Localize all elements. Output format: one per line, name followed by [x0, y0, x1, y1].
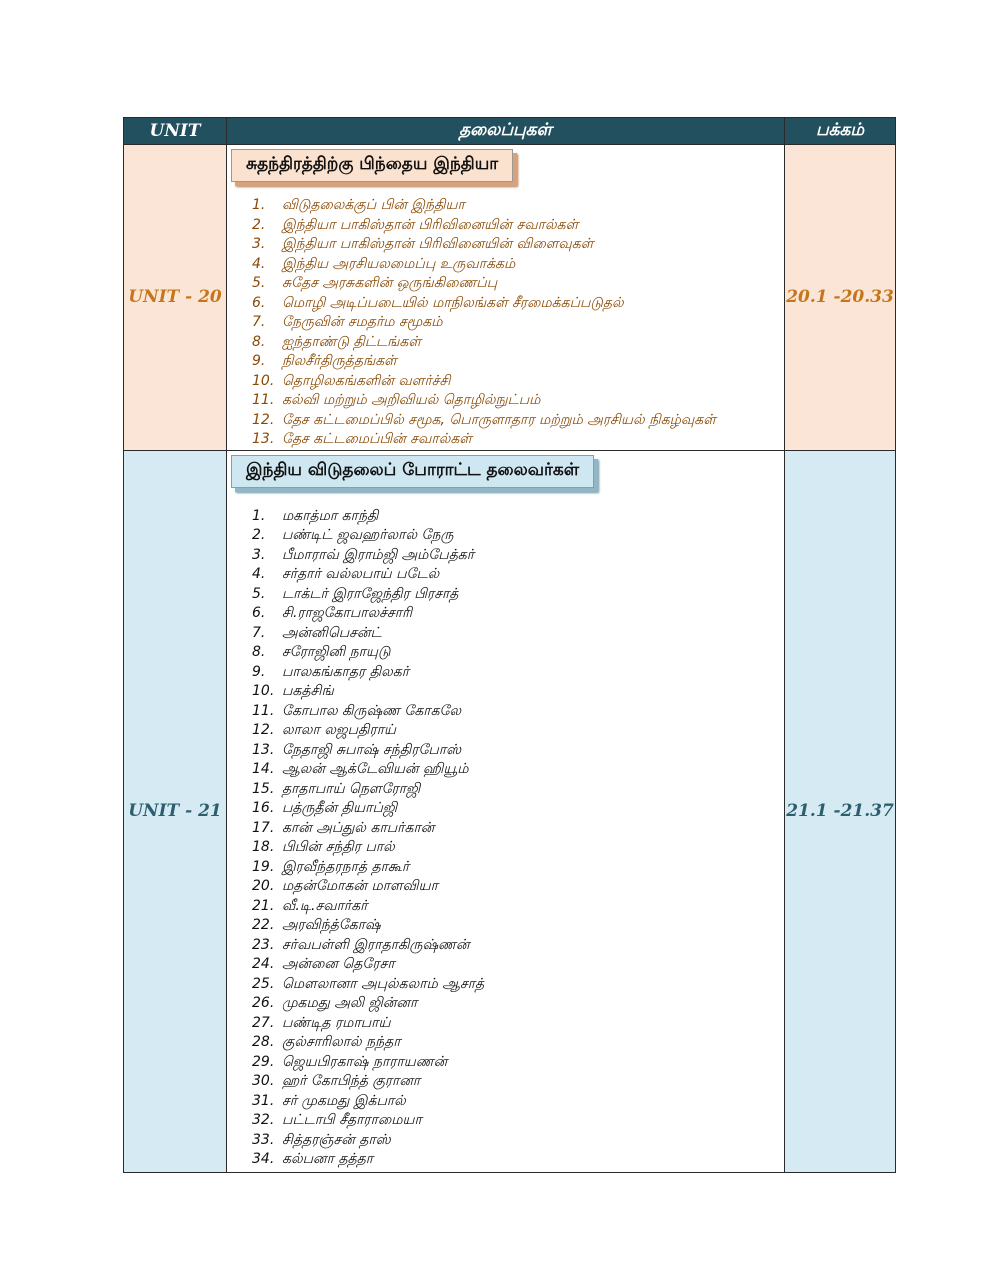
- unit-20-label: UNIT - 20: [124, 145, 227, 451]
- list-item-number: 10.: [252, 683, 275, 699]
- list-item: [252, 1150, 784, 1170]
- list-item: [252, 333, 784, 353]
- list-item-number: 5.: [252, 275, 266, 291]
- list-item-text: நேதாஜி சுபாஷ் சந்திரபோஸ்: [282, 741, 462, 758]
- unit-20-pages: 20.1 -20.33: [785, 145, 896, 451]
- list-item: [252, 975, 784, 995]
- list-item-text: சர் முகமது இக்பால்: [282, 1092, 406, 1109]
- list-item-text: ஹர் கோபிந்த் குரானா: [282, 1073, 421, 1089]
- list-item: [252, 877, 784, 897]
- list-item-text: கல்பனா தத்தா: [282, 1151, 374, 1167]
- list-item-text: தாதாபாய் நௌரோஜி: [282, 780, 421, 797]
- list-item: [252, 274, 784, 294]
- header-page: பக்கம்: [785, 118, 896, 145]
- list-item-text: ஜெயபிரகாஷ் நாராயணன்: [282, 1053, 448, 1070]
- list-item: [252, 430, 784, 450]
- list-item-number: 6.: [252, 294, 266, 311]
- list-item: [252, 1053, 784, 1073]
- list-item: [252, 1092, 784, 1112]
- list-item-number: 20.: [252, 878, 275, 894]
- list-item-text: பிபின் சந்திர பால்: [282, 839, 395, 855]
- list-item: [252, 216, 784, 236]
- list-item-text: அரவிந்த்கோஷ்: [282, 917, 381, 933]
- list-item: [252, 391, 784, 411]
- table-header-row: [124, 118, 896, 145]
- list-item: [252, 294, 784, 314]
- list-item-number: 9.: [252, 663, 266, 680]
- list-item-text: மொழி அடிப்படையில் மாநிலங்கள் சீரமைக்கப்படுதல்: [282, 294, 624, 311]
- list-item-number: 7.: [252, 314, 266, 330]
- list-item: [252, 799, 784, 819]
- list-item-text: மகாத்மா காந்தி: [282, 507, 379, 524]
- unit-20-heading: சுதந்திரத்திற்கு பிந்தைய இந்தியா: [231, 149, 513, 182]
- list-item-number: 21.: [252, 897, 275, 914]
- list-item-number: 15.: [252, 780, 275, 797]
- list-item-text: கான் அப்துல் காபர்கான்: [282, 819, 435, 836]
- list-item-number: 13.: [252, 741, 275, 758]
- list-item: [252, 1014, 784, 1034]
- list-item-number: 12.: [252, 411, 275, 428]
- list-item-number: 4.: [252, 255, 266, 272]
- list-item-number: 27.: [252, 1014, 275, 1031]
- list-item-number: 19.: [252, 858, 275, 875]
- list-item-text: சரோஜினி நாயுடு: [282, 644, 391, 660]
- list-item: [252, 760, 784, 780]
- list-item-text: நேருவின் சமதர்ம சமூகம்: [282, 314, 443, 330]
- list-item-text: ஆலன் ஆக்டேவியன் ஹியூம்: [282, 761, 469, 777]
- list-item-number: 11.: [252, 702, 275, 719]
- list-item-number: 2.: [252, 216, 266, 233]
- list-item-number: 4.: [252, 566, 266, 582]
- list-item-number: 30.: [252, 1073, 275, 1089]
- list-item-number: 8.: [252, 333, 266, 350]
- list-item: [252, 604, 784, 624]
- list-item-text: தேச கட்டமைப்பின் சவால்கள்: [282, 431, 472, 447]
- list-item: [252, 313, 784, 333]
- list-item-number: 25.: [252, 975, 275, 992]
- list-item: [252, 643, 784, 663]
- list-item-number: 22.: [252, 917, 275, 933]
- list-item: [252, 838, 784, 858]
- list-item: [252, 936, 784, 956]
- list-item-number: 11.: [252, 392, 275, 408]
- list-item-text: பத்ருதீன் தியாப்ஜி: [282, 800, 398, 816]
- list-item: [252, 819, 784, 839]
- list-item-number: 23.: [252, 936, 275, 953]
- list-item: [252, 372, 784, 392]
- list-item-number: 17.: [252, 819, 275, 836]
- list-item: [252, 897, 784, 917]
- list-item: [252, 255, 784, 275]
- list-item: [252, 741, 784, 761]
- list-item-text: தொழிலகங்களின் வளர்ச்சி: [282, 372, 451, 389]
- list-item-text: விடுதலைக்குப் பின் இந்தியா: [282, 197, 465, 213]
- list-item-text: சர்வபள்ளி இராதாகிருஷ்ணன்: [282, 936, 470, 953]
- list-item-number: 12.: [252, 722, 275, 738]
- list-item-text: பாலகங்காதர திலகர்: [282, 663, 410, 680]
- list-item-number: 5.: [252, 585, 266, 602]
- list-item-text: பண்டித ரமாபாய்: [282, 1014, 391, 1031]
- list-item: [252, 663, 784, 683]
- list-item-number: 16.: [252, 800, 275, 816]
- list-item: [252, 955, 784, 975]
- list-item-text: மதன்மோகன் மாளவியா: [282, 878, 438, 894]
- list-item-number: 1.: [252, 197, 266, 213]
- list-item: [252, 196, 784, 216]
- header-topics: தலைப்புகள்: [227, 118, 785, 145]
- list-item-number: 10.: [252, 372, 275, 389]
- list-item: [252, 916, 784, 936]
- list-item-text: அன்னிபெசன்ட்: [282, 624, 382, 641]
- list-item-text: சர்தார் வல்லபாய் படேல்: [282, 566, 440, 582]
- list-item-text: டாக்டர் இராஜேந்திர பிரசாத்: [282, 585, 459, 602]
- unit-20-topic-list: [227, 196, 784, 450]
- unit-21-pages: 21.1 -21.37: [785, 450, 896, 1172]
- unit-21-heading: இந்திய விடுதலைப் போராட்ட தலைவர்கள்: [231, 455, 594, 488]
- list-item: [252, 1111, 784, 1131]
- list-item-text: லாலா லஜபதிராய்: [282, 722, 397, 738]
- list-item-text: நிலசீர்திருத்தங்கள்: [282, 353, 397, 369]
- list-item-number: 9.: [252, 353, 266, 369]
- list-item-text: இந்திய அரசியலமைப்பு உருவாக்கம்: [282, 255, 516, 272]
- list-item: [252, 526, 784, 546]
- list-item-text: பட்டாபி சீதாராமையா: [282, 1112, 422, 1128]
- list-item-number: 33.: [252, 1131, 275, 1148]
- list-item: [252, 585, 784, 605]
- header-unit: UNIT: [124, 118, 227, 145]
- list-item: [252, 994, 784, 1014]
- list-item-text: கல்வி மற்றும் அறிவியல் தொழில்நுட்பம்: [282, 392, 541, 408]
- syllabus-table: [123, 117, 896, 1173]
- list-item-number: 14.: [252, 761, 275, 777]
- list-item-text: அன்னை தெரேசா: [282, 956, 395, 972]
- unit-21-label: UNIT - 21: [124, 450, 227, 1172]
- list-item: [252, 858, 784, 878]
- list-item-number: 3.: [252, 546, 266, 563]
- list-item: [252, 1072, 784, 1092]
- list-item-text: இந்தியா பாகிஸ்தான் பிரிவினையின் விளைவுகள்: [282, 236, 594, 252]
- list-item-number: 2.: [252, 527, 266, 543]
- list-item: [252, 1033, 784, 1053]
- unit-20-content: [227, 145, 785, 451]
- list-item: [252, 702, 784, 722]
- list-item-text: பீமாராவ் இராம்ஜி அம்பேத்கர்: [282, 546, 475, 563]
- list-item-number: 3.: [252, 236, 266, 252]
- unit-21-row: [124, 450, 896, 1172]
- list-item-text: இரவீந்தரநாத் தாகூர்: [282, 858, 410, 875]
- unit-21-content: [227, 450, 785, 1172]
- list-item-text: தேச கட்டமைப்பில் சமூக, பொருளாதார மற்றும் அரசியல் நிகழ்வுகள்: [282, 411, 716, 428]
- list-item-text: பண்டிட் ஜவஹர்லால் நேரு: [282, 527, 454, 543]
- unit-20-row: [124, 145, 896, 451]
- list-item-number: 24.: [252, 956, 275, 972]
- list-item-number: 28.: [252, 1034, 275, 1050]
- list-item-text: சுதேச அரசுகளின் ஒருங்கிணைப்பு: [282, 275, 498, 291]
- list-item-text: வீ.டி.சவார்கர்: [282, 897, 368, 914]
- list-item: [252, 352, 784, 372]
- list-item: [252, 780, 784, 800]
- list-item-number: 29.: [252, 1053, 275, 1070]
- list-item-number: 6.: [252, 605, 266, 621]
- list-item-text: சி.ராஜகோபாலச்சாரி: [282, 605, 413, 621]
- list-item-text: சித்தரஞ்சன் தாஸ்: [282, 1131, 391, 1148]
- list-item-number: 26.: [252, 995, 275, 1011]
- list-item-number: 31.: [252, 1092, 275, 1109]
- list-item-text: குல்சாரிலால் நந்தா: [282, 1034, 401, 1050]
- list-item-text: ஐந்தாண்டு திட்டங்கள்: [282, 333, 422, 350]
- list-item: [252, 565, 784, 585]
- list-item: [252, 682, 784, 702]
- list-item-text: இந்தியா பாகிஸ்தான் பிரிவினையின் சவால்கள்: [282, 216, 579, 233]
- list-item-number: 34.: [252, 1151, 275, 1167]
- list-item-number: 13.: [252, 431, 275, 447]
- list-item-number: 8.: [252, 644, 266, 660]
- list-item: [252, 624, 784, 644]
- unit-21-topic-list: [227, 507, 784, 1172]
- list-item-text: கோபால கிருஷ்ண கோகலே: [282, 702, 462, 719]
- list-item-number: 32.: [252, 1112, 275, 1128]
- list-item-number: 7.: [252, 624, 266, 641]
- list-item-text: முகமது அலி ஜின்னா: [282, 995, 418, 1011]
- list-item: [252, 721, 784, 741]
- list-item-number: 1.: [252, 507, 266, 524]
- list-item: [252, 411, 784, 431]
- list-item-text: பகத்சிங்: [282, 683, 334, 699]
- list-item: [252, 507, 784, 527]
- list-item: [252, 235, 784, 255]
- list-item: [252, 1131, 784, 1151]
- list-item-text: மௌலானா அபுல்கலாம் ஆசாத்: [282, 975, 485, 992]
- list-item-number: 18.: [252, 839, 275, 855]
- list-item: [252, 546, 784, 566]
